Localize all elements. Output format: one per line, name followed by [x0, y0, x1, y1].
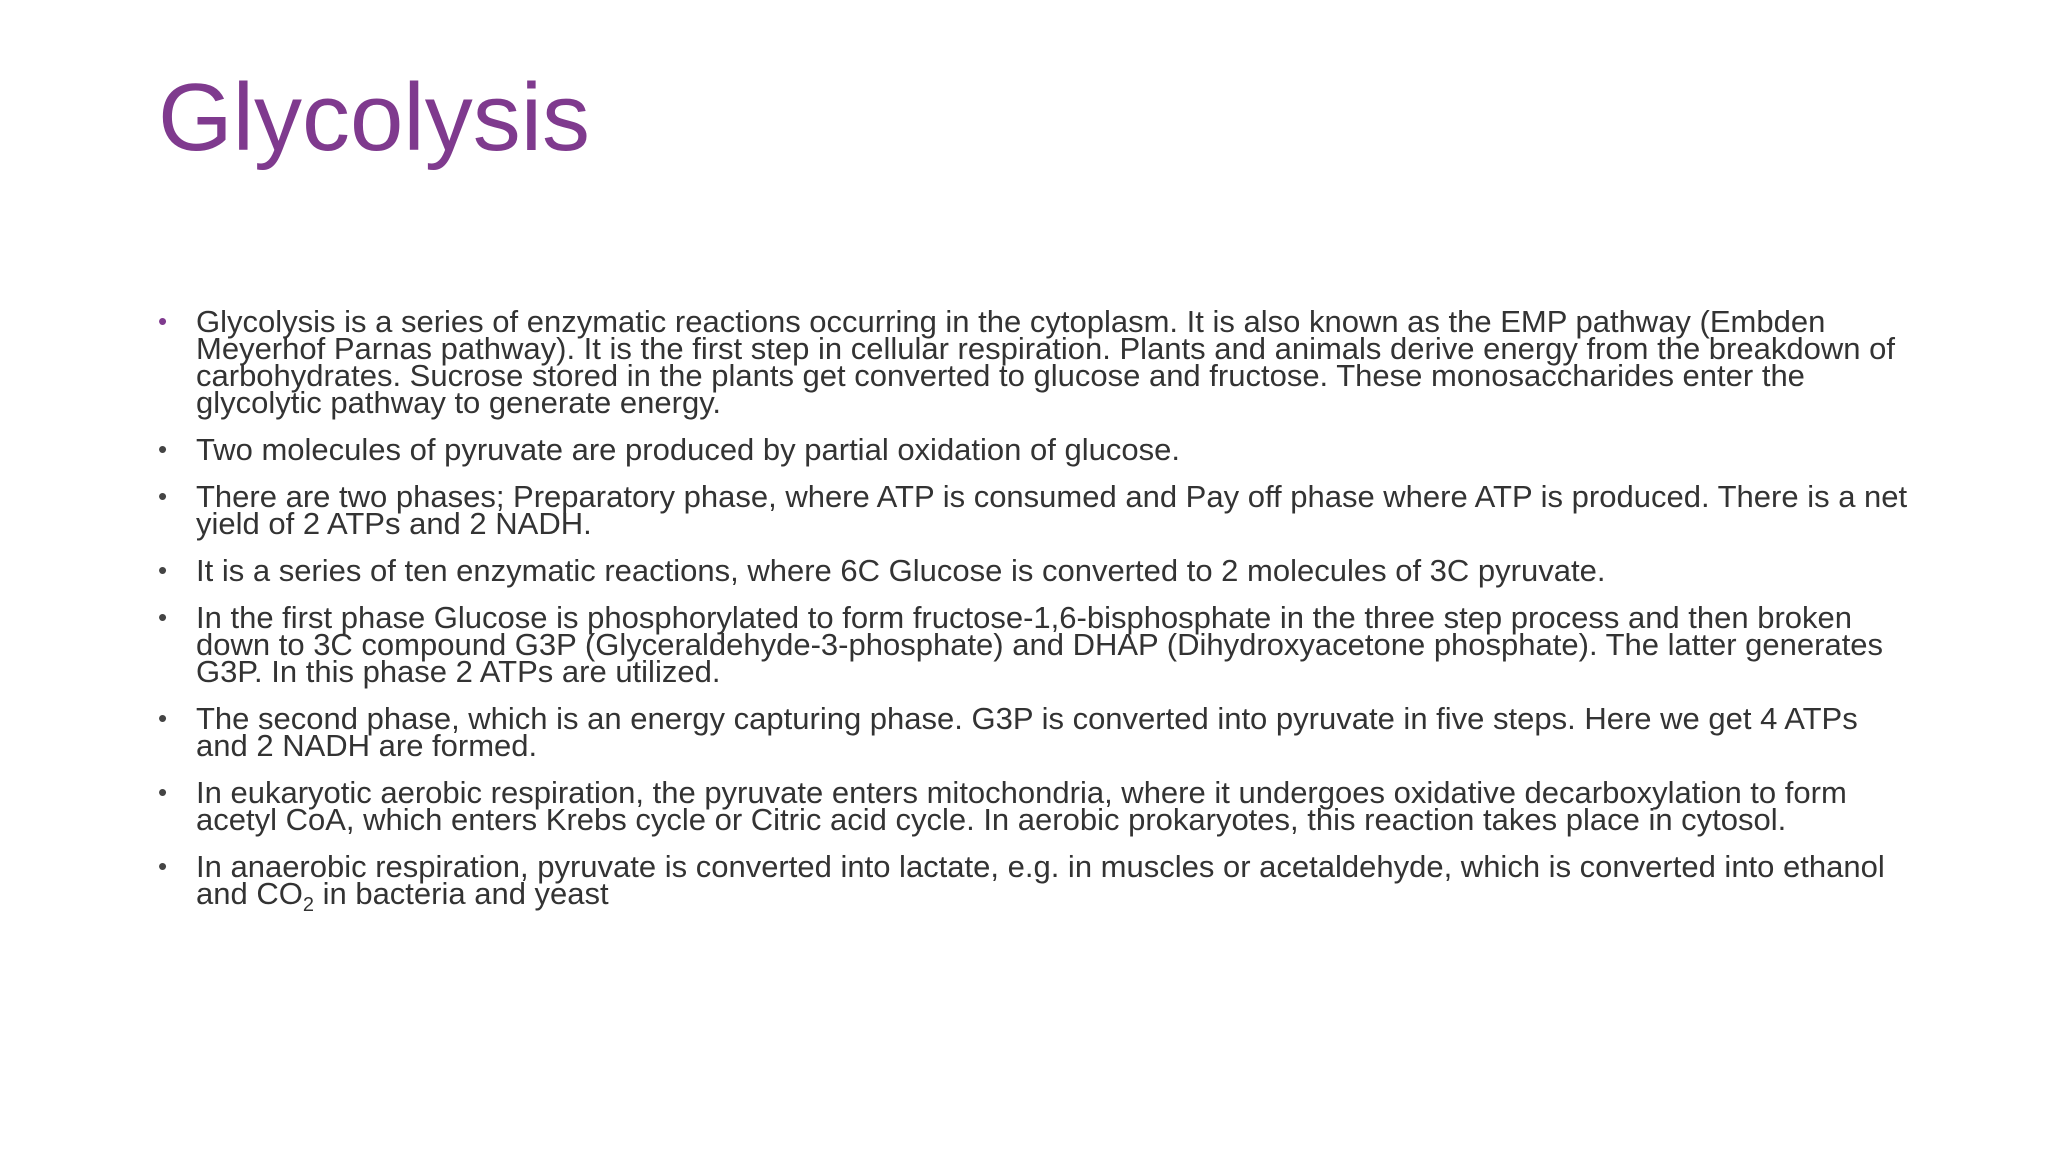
- bullet-text: In the first phase Glucose is phosphorylated to form fructose-1,6-bisphosphate in the three step process and then broken down to 3C compound G3P (Glyceraldehyde-3-phosphate) and DHAP (Dihydroxyacetone phosphate). The latter generates G3P. In this phase 2 ATPs are utilized.: [196, 600, 1884, 689]
- co2-subscript: 2: [302, 894, 314, 916]
- bullet-text-after: in bacteria and yeast: [313, 876, 609, 911]
- bullet-item: [158, 701, 1916, 763]
- bullet-text: The second phase, which is an energy capturing phase. G3P is converted into pyruvate in five steps. Here we get 4 ATPs and 2 NADH are formed.: [196, 701, 1858, 763]
- bullet-item: [158, 600, 1916, 689]
- bullet-marker: •: [158, 481, 168, 511]
- bullet-text: In eukaryotic aerobic respiration, the pyruvate enters mitochondria, where it undergoes oxidative decarboxylation to form acetyl CoA, which enters Krebs cycle or Citric acid cycle. In aerobic prokaryotes, this reaction takes place in cytosol.: [196, 775, 1847, 837]
- bullet-marker: •: [158, 306, 168, 336]
- bullet-marker: •: [158, 602, 168, 632]
- bullet-text-before: In anaerobic respiration, pyruvate is converted into lactate, e.g. in muscles or acetaldehyde, which is converted into ethanol and CO: [196, 849, 1885, 911]
- bullet-item: [158, 849, 1916, 916]
- bullet-marker: •: [158, 703, 168, 733]
- bullet-item: [158, 432, 1916, 467]
- bullet-item: [158, 479, 1916, 541]
- bullet-marker: •: [158, 555, 168, 585]
- bullet-text: It is a series of ten enzymatic reactions, where 6C Glucose is converted to 2 molecules of 3C pyruvate.: [196, 553, 1606, 588]
- bullet-item: [158, 775, 1916, 837]
- bullet-item: [158, 304, 1916, 420]
- bullet-marker: •: [158, 777, 168, 807]
- bullet-text: [196, 849, 1885, 916]
- bullet-text: Two molecules of pyruvate are produced by partial oxidation of glucose.: [196, 432, 1180, 467]
- bullet-text: There are two phases; Preparatory phase, where ATP is consumed and Pay off phase where ATP is produced. There is a net yield of 2 ATPs and 2 NADH.: [196, 479, 1908, 541]
- slide-title: Glycolysis: [158, 64, 591, 171]
- bullet-list: [158, 304, 1916, 927]
- bullet-text: Glycolysis is a series of enzymatic reactions occurring in the cytoplasm. It is also known as the EMP pathway (Embden Meyerhof Parnas pathway). It is the first step in cellular respiration. Plants and animals derive energy from the breakdown of carbohydrates. Sucrose stored in the plants get converted to glucose and fructose. These monosaccharides enter the glycolytic pathway to generate energy.: [196, 304, 1895, 420]
- bullet-item: [158, 553, 1916, 588]
- bullet-marker: •: [158, 851, 168, 881]
- bullet-marker: •: [158, 434, 168, 464]
